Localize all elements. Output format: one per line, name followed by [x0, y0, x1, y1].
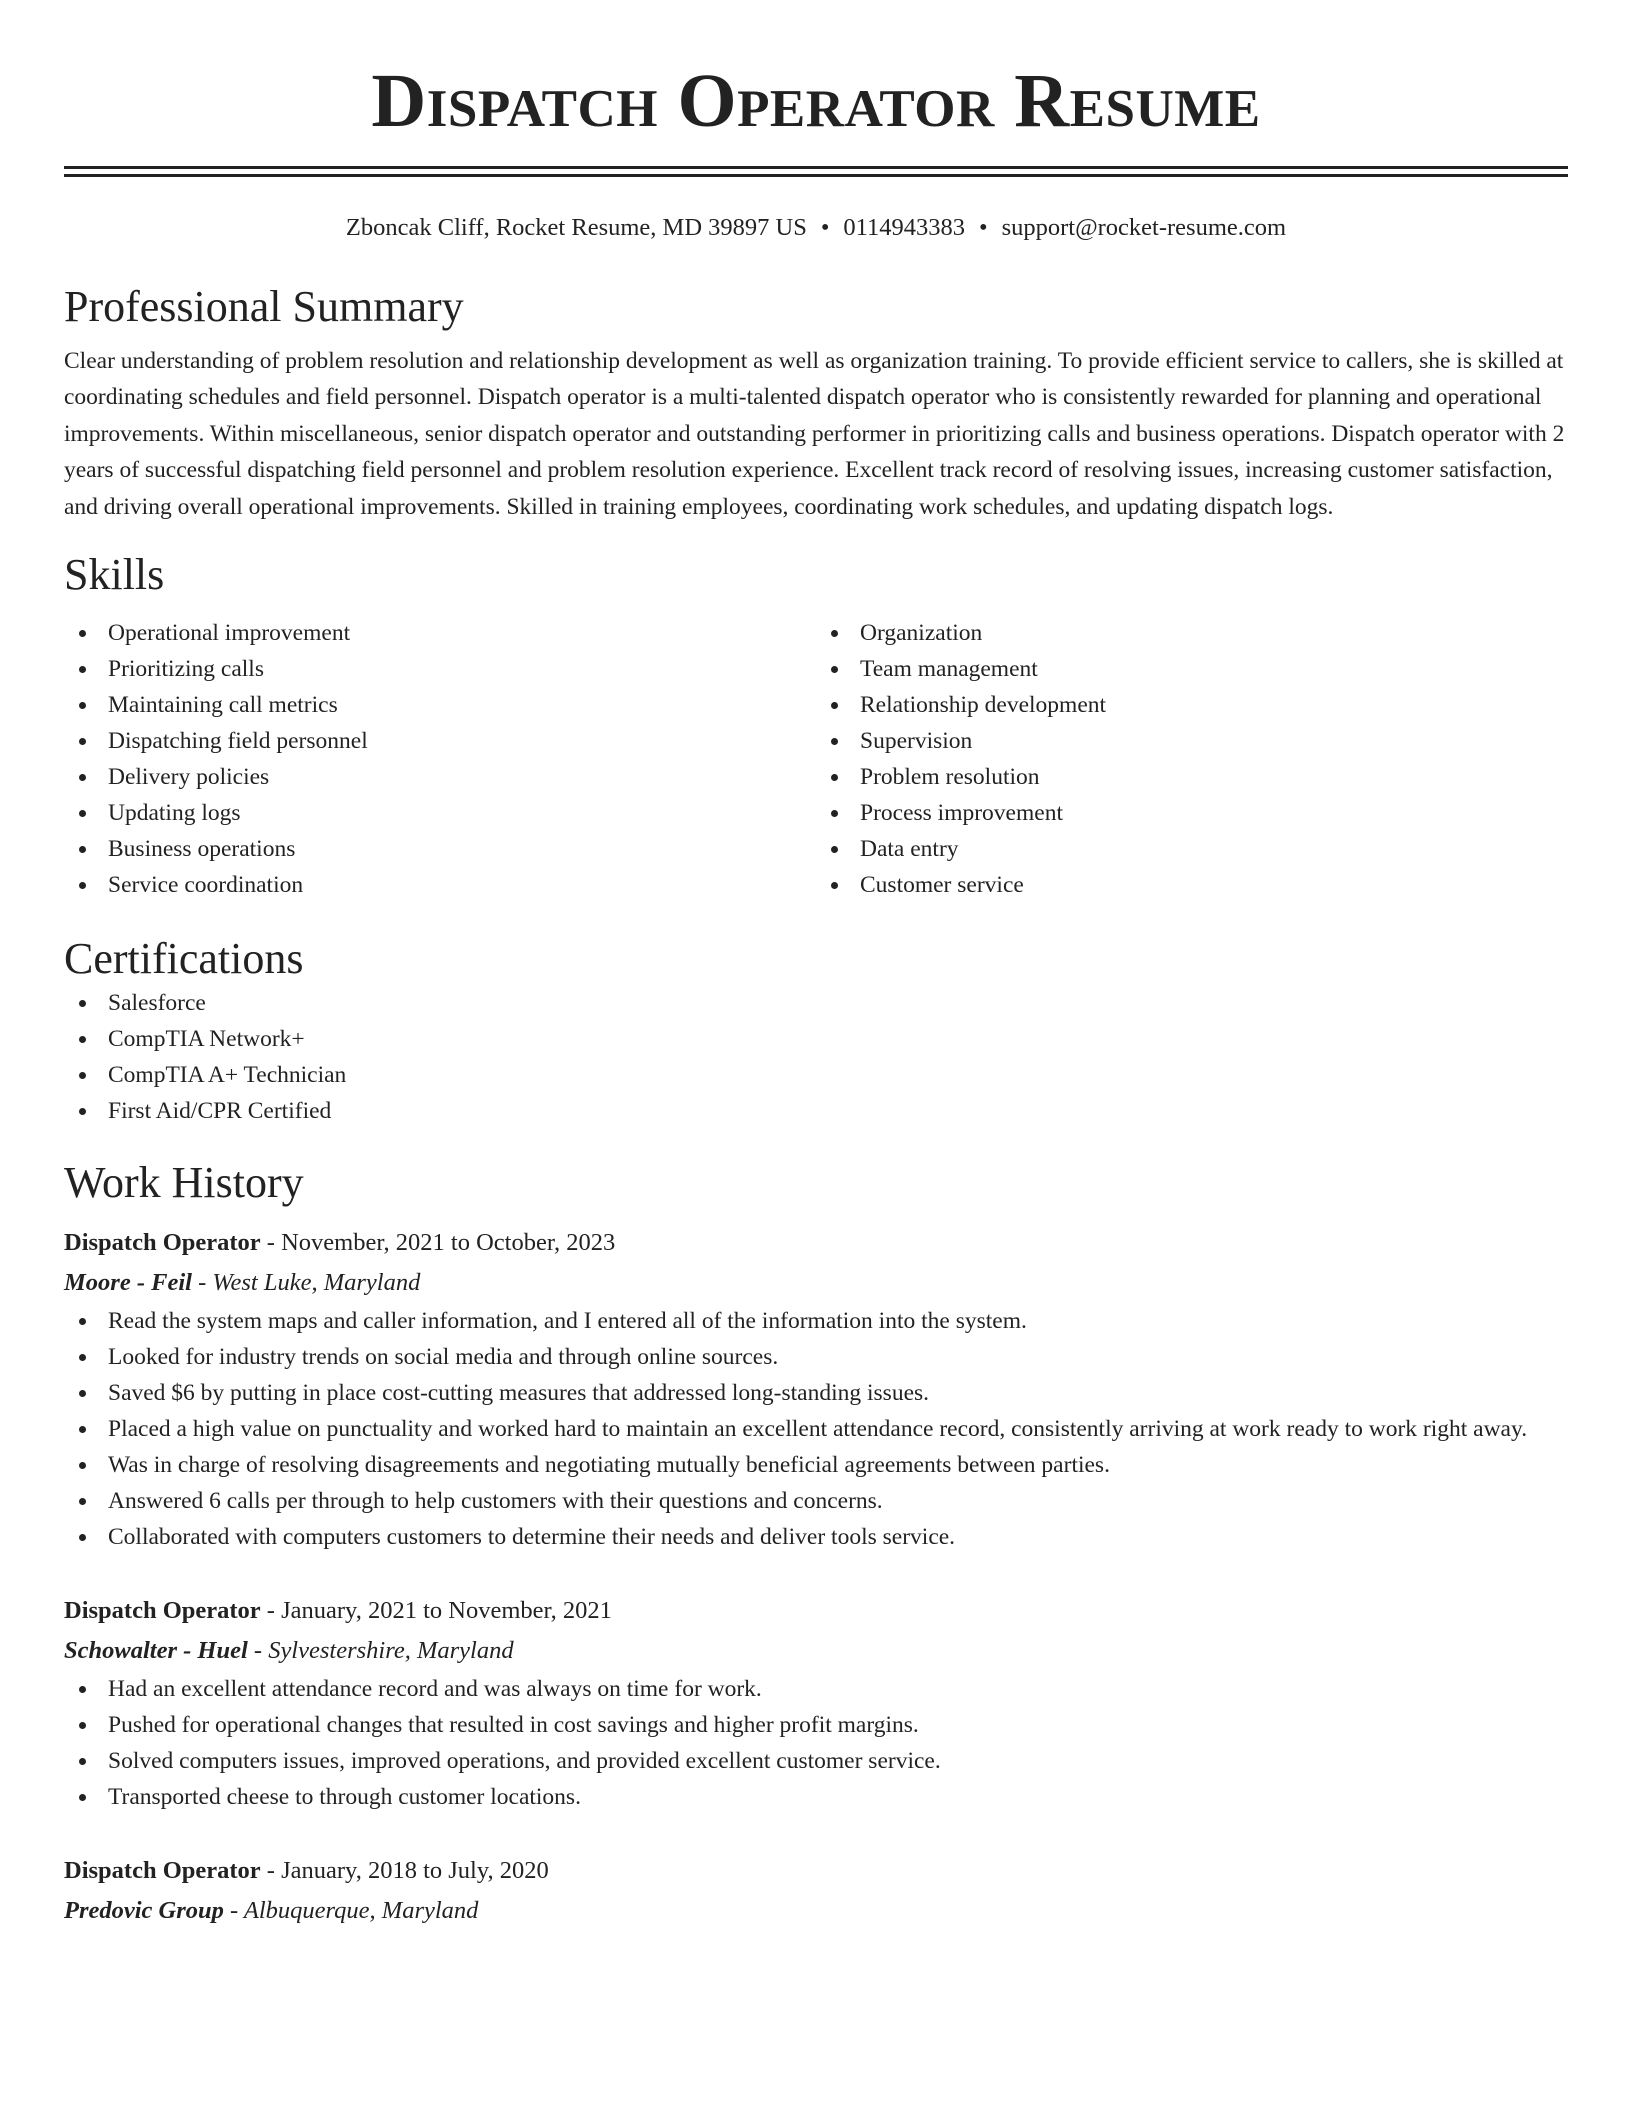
skill-item: Supervision — [816, 723, 1568, 759]
job-title-line — [64, 1851, 1568, 1891]
skills-grid — [64, 615, 1568, 903]
title-divider — [64, 166, 1568, 177]
skill-item: Organization — [816, 615, 1568, 651]
summary-section — [64, 281, 1568, 525]
job-bullets — [64, 1303, 1568, 1555]
contact-email[interactable]: support@rocket-resume.com — [1001, 214, 1287, 241]
certifications-section — [64, 933, 1568, 1129]
job-company: Predovic Group — [64, 1897, 224, 1925]
job-location: Albuquerque, Maryland — [243, 1897, 479, 1925]
contact-address: Zboncak Cliff, Rocket Resume, MD 39897 US — [345, 214, 807, 241]
job-bullet: Answered 6 calls per through to help customers with their questions and concerns. — [64, 1483, 1568, 1519]
skills-section — [64, 549, 1568, 903]
certifications-list — [64, 985, 1568, 1129]
job-bullet: Had an excellent attendance record and was always on time for work. — [64, 1671, 1568, 1707]
certification-item: First Aid/CPR Certified — [64, 1093, 1568, 1129]
job-bullet: Pushed for operational changes that resulted in cost savings and higher profit margins. — [64, 1707, 1568, 1743]
skills-heading: Skills — [64, 550, 165, 600]
job-dates: January, 2018 to July, 2020 — [281, 1857, 549, 1885]
skill-item: Prioritizing calls — [64, 651, 816, 687]
job-company-line — [64, 1891, 1568, 1931]
job-bullet: Was in charge of resolving disagreements and negotiating mutually beneficial agreements between parties. — [64, 1447, 1568, 1483]
certifications-heading: Certifications — [64, 934, 304, 984]
resume-title: Dispatch Operator Resume — [371, 59, 1261, 143]
job-entry — [64, 1223, 1568, 1555]
skill-item: Data entry — [816, 831, 1568, 867]
job-company: Moore - Feil — [64, 1269, 192, 1297]
certification-item: Salesforce — [64, 985, 1568, 1021]
job-location: Sylvestershire, Maryland — [268, 1637, 514, 1665]
work-history-section — [64, 1157, 1568, 1931]
job-role: Dispatch Operator — [64, 1229, 261, 1257]
skill-item: Service coordination — [64, 867, 816, 903]
contact-line — [64, 213, 1568, 243]
job-dash: - — [266, 1229, 275, 1257]
job-entry — [64, 1851, 1568, 1931]
job-bullets — [64, 1671, 1568, 1815]
skill-item: Process improvement — [816, 795, 1568, 831]
skill-item: Updating logs — [64, 795, 816, 831]
skills-list-right — [816, 615, 1568, 903]
contact-separator: • — [820, 214, 830, 241]
job-bullet: Looked for industry trends on social media and through online sources. — [64, 1339, 1568, 1375]
job-company-line — [64, 1263, 1568, 1303]
skill-item: Team management — [816, 651, 1568, 687]
skill-item: Business operations — [64, 831, 816, 867]
skill-item: Delivery policies — [64, 759, 816, 795]
summary-heading: Professional Summary — [64, 282, 464, 331]
skills-column-left — [64, 615, 816, 903]
divider-line-top — [64, 166, 1568, 169]
job-role: Dispatch Operator — [64, 1857, 261, 1885]
job-dash: - — [253, 1637, 263, 1665]
job-dates: January, 2021 to November, 2021 — [281, 1597, 612, 1625]
job-dash: - — [266, 1597, 275, 1625]
certification-item: CompTIA A+ Technician — [64, 1057, 1568, 1093]
job-bullet: Placed a high value on punctuality and worked hard to maintain an excellent attendance record, consistently arriving at work ready to work right away. — [64, 1411, 1568, 1447]
job-dash: - — [198, 1269, 207, 1297]
skill-item: Dispatching field personnel — [64, 723, 816, 759]
job-bullet: Solved computers issues, improved operations, and provided excellent customer service. — [64, 1743, 1568, 1779]
job-title-line — [64, 1223, 1568, 1263]
skills-column-right — [816, 615, 1568, 903]
job-title-line — [64, 1591, 1568, 1631]
job-bullet: Transported cheese to through customer locations. — [64, 1779, 1568, 1815]
job-company-line — [64, 1631, 1568, 1671]
job-bullet: Read the system maps and caller information, and I entered all of the information into the system. — [64, 1303, 1568, 1339]
job-dash: - — [230, 1897, 239, 1925]
skills-list-left — [64, 615, 816, 903]
skill-item: Relationship development — [816, 687, 1568, 723]
skill-item: Maintaining call metrics — [64, 687, 816, 723]
work-history-heading: Work History — [64, 1158, 304, 1208]
job-dates: November, 2021 to October, 2023 — [281, 1229, 616, 1257]
certification-item: CompTIA Network+ — [64, 1021, 1568, 1057]
job-entry — [64, 1591, 1568, 1815]
job-bullet: Saved $6 by putting in place cost-cutting measures that addressed long-standing issues. — [64, 1375, 1568, 1411]
skill-item: Operational improvement — [64, 615, 816, 651]
contact-separator: • — [979, 214, 988, 241]
job-location: West Luke, Maryland — [212, 1269, 421, 1297]
job-role: Dispatch Operator — [64, 1597, 261, 1625]
summary-text: Clear understanding of problem resolution and relationship development as well as organization training. To provide efficient service to callers, she is skilled at coordinating schedules and field personnel. Dispatch operator is a multi-talented dispatch operator who is consistently rewarded for planning and operational improvements. Within miscellaneous, senior dispatch operator and outstanding performer in prioritizing calls and business operations. Dispatch operator with 2 years of successful dispatching field personnel and problem resolution experience. Excellent track record of resolving issues, increasing customer satisfaction, and driving overall operational improvements. Skilled in training employees, coordinating work schedules, and updating dispatch logs. — [64, 348, 1565, 520]
skill-item: Problem resolution — [816, 759, 1568, 795]
job-bullet: Collaborated with computers customers to determine their needs and deliver tools service. — [64, 1519, 1568, 1555]
divider-line-bottom — [64, 174, 1568, 177]
contact-phone: 0114943383 — [843, 214, 965, 241]
skill-item: Customer service — [816, 867, 1568, 903]
job-dash: - — [266, 1857, 275, 1885]
job-company: Schowalter - Huel — [64, 1637, 248, 1665]
